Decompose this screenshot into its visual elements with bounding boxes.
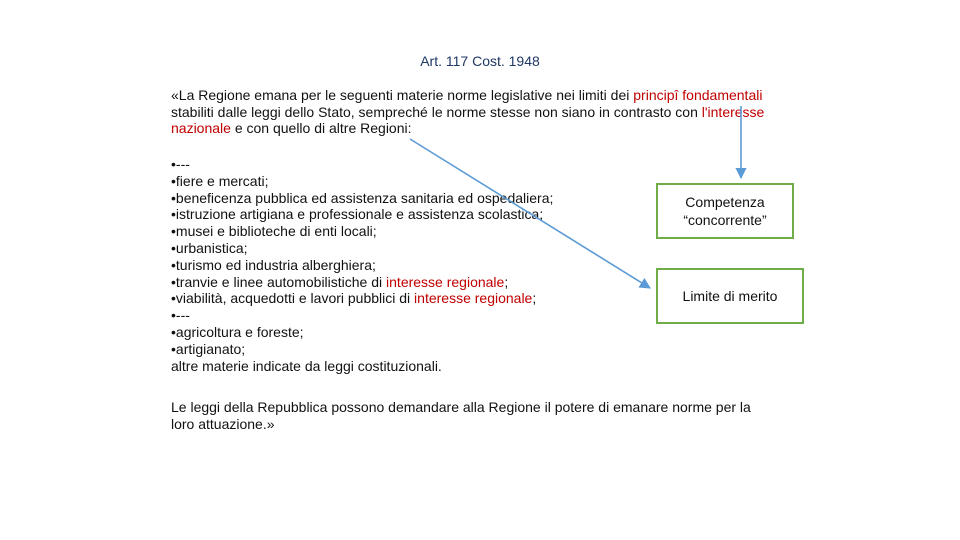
list-item: altre materie indicate da leggi costituzionali. bbox=[171, 357, 442, 374]
limite-merito-box bbox=[656, 268, 804, 324]
box-label: Limite di merito bbox=[682, 288, 778, 304]
list-item: •istruzione artigiana e professionale e assistenza scolastica; bbox=[171, 206, 544, 223]
highlight-interesse-nazionale: l'interesse nazionale bbox=[171, 103, 765, 136]
list-item: •turismo ed industria alberghiera; bbox=[171, 256, 376, 273]
list-item bbox=[171, 290, 641, 307]
list-item: •beneficenza pubblica ed assistenza sanitaria ed ospedaliera; bbox=[171, 189, 554, 206]
competenza-concorrente-box bbox=[656, 183, 794, 239]
highlight-principi: principî fondamentali bbox=[633, 87, 763, 103]
list-item: •agricoltura e foreste; bbox=[171, 323, 304, 340]
list-item-text: •tranvie e linee automobilistiche di bbox=[171, 273, 387, 290]
intro-text: e con quello di altre Regioni: bbox=[230, 120, 412, 136]
list-item: •artigianato; bbox=[171, 340, 246, 357]
list-item: •urbanistica; bbox=[171, 239, 248, 256]
page-title: Art. 117 Cost. 1948 bbox=[420, 53, 540, 69]
list-item: •musei e biblioteche di enti locali; bbox=[171, 223, 377, 240]
article-intro bbox=[171, 87, 791, 137]
list-item-text: •viabilità, acquedotti e lavori pubblici di bbox=[171, 290, 415, 307]
list-item-text: ; bbox=[504, 273, 509, 290]
list-item: •fiere e mercati; bbox=[171, 172, 269, 189]
closing-paragraph: Le leggi della Repubblica possono demandare alla Regione il potere di emanare norme per la loro attuazione.» bbox=[171, 399, 751, 432]
list-item-text: ; bbox=[532, 290, 537, 307]
intro-text: «La Regione emana per le seguenti materie norme legislative nei limiti dei bbox=[171, 87, 634, 103]
materie-list bbox=[171, 156, 641, 374]
intro-text: stabiliti dalle leggi dello Stato, sempreché le norme stesse non siano in contrasto con bbox=[171, 103, 702, 120]
highlight-interesse-regionale: interesse regionale bbox=[386, 273, 505, 290]
list-item: •--- bbox=[171, 307, 190, 324]
list-item: •--- bbox=[171, 156, 190, 172]
box-label: “concorrente” bbox=[683, 212, 767, 228]
box-label: Competenza bbox=[685, 194, 765, 210]
highlight-interesse-regionale: interesse regionale bbox=[414, 290, 533, 307]
list-item bbox=[171, 274, 641, 291]
